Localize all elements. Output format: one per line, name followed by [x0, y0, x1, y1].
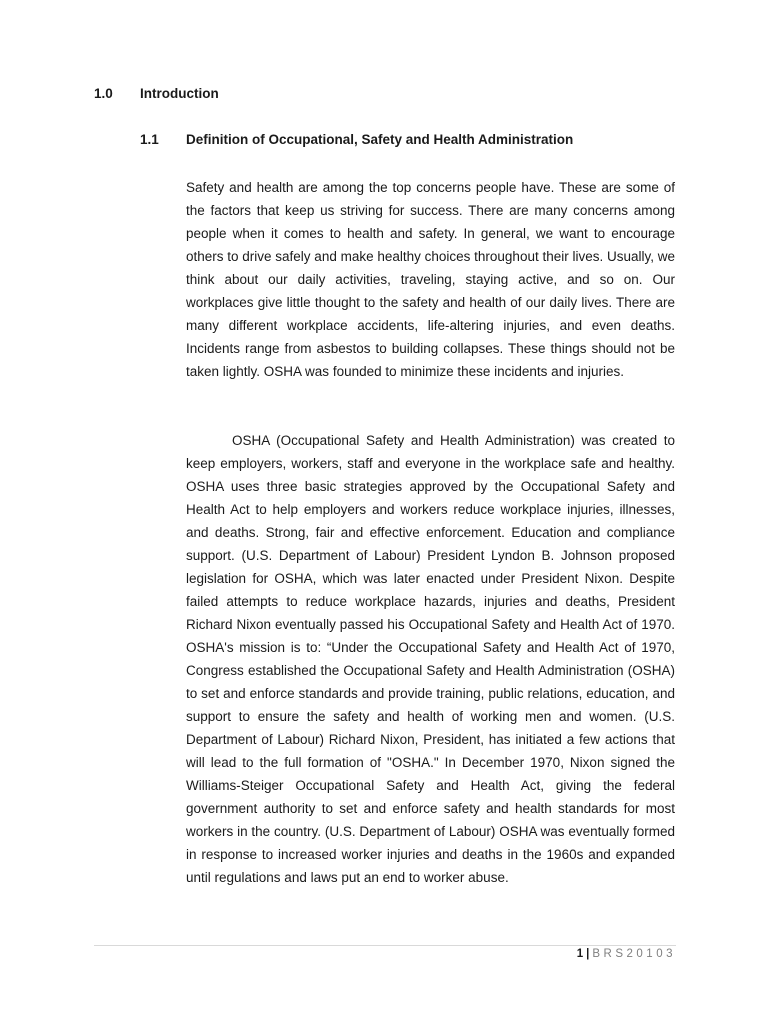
- course-code: BRS20103: [592, 948, 676, 960]
- footer-divider: [94, 945, 676, 946]
- subsection-title: Definition of Occupational, Safety and Health Administration: [186, 132, 574, 147]
- subsection-heading: [140, 132, 573, 147]
- section-heading: [94, 86, 219, 101]
- section-title: Introduction: [140, 86, 219, 101]
- body-paragraph-2: OSHA (Occupational Safety and Health Administration) was created to keep employers, workers, staff and everyone in the workplace safe and healthy. OSHA uses three basic strategies approved by the Occupational Safety and Health Act to help employers and workers reduce workplace injuries, illnesses, and deaths. Strong, fair and effective enforcement. Education and compliance support. (U.S. Department of Labour) President Lyndon B. Johnson proposed legislation for OSHA, which was later enacted under President Nixon. Despite failed attempts to reduce workplace hazards, injuries and deaths, President Richard Nixon eventually passed his Occupational Safety and Health Act of 1970. OSHA's mission is to: “Under the Occupational Safety and Health Act of 1970, Congress established the Occupational Safety and Health Administration (OSHA) to set and enforce standards and provide training, public relations, education, and support to ensure the safety and health of working men and women. (U.S. Department of Labour) Richard Nixon, President, has initiated a few actions that will lead to the full formation of "OSHA." In December 1970, Nixon signed the Williams-Steiger Occupational Safety and Health Act, giving the federal government authority to set and enforce safety and health standards for most workers in the country. (U.S. Department of Labour) OSHA was eventually formed in response to increased worker injuries and deaths in the 1960s and expanded until regulations and laws put an end to worker abuse.: [186, 433, 675, 885]
- section-number: 1.0: [94, 86, 113, 101]
- page-footer: [577, 948, 676, 960]
- page-number: 1: [576, 948, 584, 960]
- subsection-number: 1.1: [140, 132, 159, 147]
- footer-separator: |: [586, 948, 590, 960]
- body-paragraph-1: Safety and health are among the top concerns people have. These are some of the factors that keep us striving for success. There are many concerns among people when it comes to health and safety. In general, we want to encourage others to drive safely and make healthy choices throughout their lives. Usually, we think about our daily activities, traveling, staying active, and so on. Our workplaces give little thought to the safety and health of our daily lives. There are many different workplace accidents, life-altering injuries, and even deaths. Incidents range from asbestos to building collapses. These things should not be taken lightly. OSHA was founded to minimize these incidents and injuries.: [186, 180, 675, 379]
